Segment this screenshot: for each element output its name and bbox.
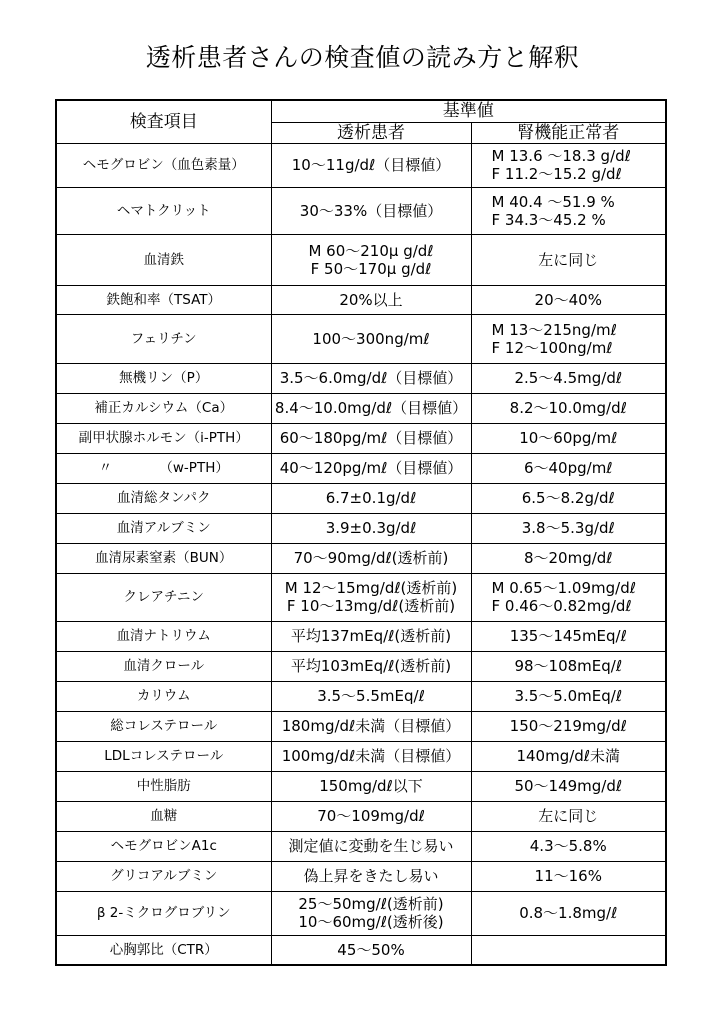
cell-normal xyxy=(471,651,666,681)
table-row xyxy=(56,651,666,681)
cell-normal xyxy=(471,891,666,935)
cell-normal-line: F 34.3～45.2 % xyxy=(491,210,606,229)
cell-normal-line: 4.3～5.8% xyxy=(529,837,607,856)
cell-normal-line: 2.5～4.5mg/dℓ xyxy=(514,369,623,388)
table-row xyxy=(56,831,666,861)
table-row xyxy=(56,935,666,965)
cell-normal xyxy=(471,483,666,513)
cell-normal xyxy=(471,573,666,621)
cell-dialysis xyxy=(271,483,471,513)
cell-dialysis xyxy=(271,681,471,711)
cell-normal xyxy=(471,234,666,285)
cell-item: 無機リン（P） xyxy=(56,363,271,393)
cell-normal-line: M 40.4 ～51.9 % xyxy=(491,192,615,211)
cell-dialysis-line: 180mg/dℓ未満（目標値） xyxy=(281,717,461,736)
table-row xyxy=(56,573,666,621)
cell-dialysis xyxy=(271,573,471,621)
cell-normal-line: 98～108mEq/ℓ xyxy=(514,657,623,676)
cell-dialysis-line: 6.7±0.1g/dℓ xyxy=(325,489,417,508)
cell-normal xyxy=(471,513,666,543)
cell-dialysis xyxy=(271,453,471,483)
cell-normal xyxy=(471,741,666,771)
cell-item: グリコアルブミン xyxy=(56,861,271,891)
table-row xyxy=(56,681,666,711)
table-row xyxy=(56,741,666,771)
cell-normal-line: 50～149mg/dℓ xyxy=(514,777,623,796)
cell-dialysis xyxy=(271,831,471,861)
cell-normal xyxy=(471,423,666,453)
cell-dialysis xyxy=(271,651,471,681)
cell-normal-line: M 0.65～1.09mg/dℓ xyxy=(491,579,636,598)
cell-dialysis xyxy=(271,621,471,651)
cell-item: 補正カルシウム（Ca） xyxy=(56,393,271,423)
cell-normal-line: 左に同じ xyxy=(538,250,599,269)
cell-normal-line: 140mg/dℓ未満 xyxy=(516,747,621,766)
cell-dialysis-line: 45～50% xyxy=(337,941,405,960)
cell-dialysis-line: 100mg/dℓ未満（目標値） xyxy=(281,747,461,766)
cell-item: 血清鉄 xyxy=(56,234,271,285)
cell-normal-line: 8～20mg/dℓ xyxy=(523,549,613,568)
cell-normal xyxy=(471,363,666,393)
cell-dialysis-line: 3.9±0.3g/dℓ xyxy=(325,519,417,538)
cell-normal-line: M 13～215ng/mℓ xyxy=(491,320,617,339)
cell-normal xyxy=(471,711,666,741)
cell-normal xyxy=(471,187,666,234)
cell-dialysis-line: M 60～210μ g/dℓ xyxy=(308,241,434,260)
lab-values-table xyxy=(55,99,667,966)
cell-item: ヘマトクリット xyxy=(56,187,271,234)
cell-dialysis xyxy=(271,891,471,935)
cell-dialysis xyxy=(271,393,471,423)
cell-dialysis-line: 70～109mg/dℓ xyxy=(317,807,425,826)
cell-normal-line: 10～60pg/mℓ xyxy=(519,429,618,448)
cell-item: クレアチニン xyxy=(56,573,271,621)
cell-dialysis xyxy=(271,143,471,187)
cell-dialysis xyxy=(271,285,471,314)
cell-normal xyxy=(471,543,666,573)
cell-item: 血清尿素窒素（BUN） xyxy=(56,543,271,573)
header-reference: 基準値 xyxy=(271,100,666,122)
header-item: 検査項目 xyxy=(56,100,271,143)
cell-dialysis-line: 60～180pg/mℓ（目標値） xyxy=(279,429,463,448)
cell-dialysis-line: M 12～15mg/dℓ(透析前) xyxy=(284,579,458,598)
cell-item: β 2-ミクログロブリン xyxy=(56,891,271,935)
cell-item: カリウム xyxy=(56,681,271,711)
cell-normal xyxy=(471,393,666,423)
cell-normal-line: 0.8～1.8mg/ℓ xyxy=(519,904,618,923)
cell-dialysis-line: 3.5～6.0mg/dℓ（目標値） xyxy=(279,369,463,388)
cell-dialysis xyxy=(271,861,471,891)
cell-normal-line: 150～219mg/dℓ xyxy=(509,717,627,736)
cell-dialysis xyxy=(271,935,471,965)
cell-normal xyxy=(471,621,666,651)
cell-dialysis xyxy=(271,234,471,285)
cell-dialysis xyxy=(271,363,471,393)
table-row xyxy=(56,513,666,543)
cell-normal xyxy=(471,861,666,891)
cell-dialysis-line: F 10～13mg/dℓ(透析前) xyxy=(286,597,456,616)
cell-normal-line: 6～40pg/mℓ xyxy=(523,459,613,478)
cell-item: 副甲状腺ホルモン（i-PTH） xyxy=(56,423,271,453)
table-row xyxy=(56,891,666,935)
cell-normal xyxy=(471,314,666,363)
cell-dialysis-line: 70～90mg/dℓ(透析前) xyxy=(293,549,449,568)
cell-normal-line: 20～40% xyxy=(534,290,602,309)
cell-normal xyxy=(471,801,666,831)
table-row xyxy=(56,801,666,831)
cell-dialysis xyxy=(271,423,471,453)
cell-dialysis-line: 平均103mEq/ℓ(透析前) xyxy=(290,657,452,676)
cell-normal-line: 135～145mEq/ℓ xyxy=(509,627,627,646)
cell-normal xyxy=(471,935,666,965)
cell-normal-line: 11～16% xyxy=(534,867,602,886)
cell-item: フェリチン xyxy=(56,314,271,363)
table-row xyxy=(56,363,666,393)
cell-dialysis-line: 40～120pg/mℓ（目標値） xyxy=(279,459,463,478)
cell-dialysis-line: 25～50mg/ℓ(透析前) xyxy=(298,895,444,914)
cell-normal-line: M 13.6 ～18.3 g/dℓ xyxy=(491,147,631,166)
table-row xyxy=(56,543,666,573)
table-row xyxy=(56,861,666,891)
cell-item: 鉄飽和率（TSAT） xyxy=(56,285,271,314)
cell-item: ヘモグロビン（血色素量） xyxy=(56,143,271,187)
page-title: 透析患者さんの検査値の読み方と解釈 xyxy=(145,43,580,72)
cell-dialysis-line: 100～300ng/mℓ xyxy=(312,329,430,348)
cell-dialysis-line: 偽上昇をきたし易い xyxy=(303,867,439,886)
cell-item: ヘモグロビンA1c xyxy=(56,831,271,861)
cell-normal-line: 6.5～8.2g/dℓ xyxy=(521,489,615,508)
table-row xyxy=(56,483,666,513)
cell-dialysis xyxy=(271,543,471,573)
cell-item: 血清クロール xyxy=(56,651,271,681)
table-row xyxy=(56,771,666,801)
table-row xyxy=(56,453,666,483)
cell-normal xyxy=(471,453,666,483)
cell-item: 総コレステロール xyxy=(56,711,271,741)
cell-dialysis xyxy=(271,711,471,741)
cell-dialysis xyxy=(271,314,471,363)
cell-normal xyxy=(471,771,666,801)
header-normal: 腎機能正常者 xyxy=(471,122,666,143)
cell-dialysis-line: 測定値に変動を生じ易い xyxy=(288,837,454,856)
table-row xyxy=(56,187,666,234)
table-row xyxy=(56,393,666,423)
cell-normal-line: F 0.46～0.82mg/dℓ xyxy=(491,597,632,616)
table-row xyxy=(56,711,666,741)
cell-item: 心胸郭比（CTR） xyxy=(56,935,271,965)
cell-normal xyxy=(471,831,666,861)
cell-dialysis-line: 3.5～5.5mEq/ℓ xyxy=(317,687,425,706)
cell-item: 〃 （w-PTH） xyxy=(56,453,271,483)
cell-dialysis-line: 8.4～10.0mg/dℓ（目標値） xyxy=(274,399,468,418)
cell-dialysis-line: 30～33%（目標値） xyxy=(299,201,443,220)
cell-item: 中性脂肪 xyxy=(56,771,271,801)
cell-item: LDLコレステロール xyxy=(56,741,271,771)
table-row xyxy=(56,285,666,314)
cell-normal-line: F 11.2～15.2 g/dℓ xyxy=(491,165,622,184)
cell-normal xyxy=(471,285,666,314)
cell-dialysis-line: F 50～170μ g/dℓ xyxy=(310,259,432,278)
cell-normal-line: 8.2～10.0mg/dℓ xyxy=(509,399,627,418)
cell-dialysis xyxy=(271,513,471,543)
cell-dialysis-line: 20%以上 xyxy=(339,290,403,309)
cell-normal-line: F 12～100ng/mℓ xyxy=(491,338,613,357)
cell-dialysis xyxy=(271,771,471,801)
cell-normal xyxy=(471,681,666,711)
cell-normal-line: 3.8～5.3g/dℓ xyxy=(521,519,615,538)
cell-dialysis-line: 150mg/dℓ以下 xyxy=(319,777,423,796)
cell-dialysis-line: 10～60mg/ℓ(透析後) xyxy=(298,913,444,932)
cell-dialysis xyxy=(271,187,471,234)
table-row xyxy=(56,143,666,187)
cell-dialysis xyxy=(271,741,471,771)
cell-item: 血清総タンパク xyxy=(56,483,271,513)
cell-item: 血清アルブミン xyxy=(56,513,271,543)
cell-normal-line: 左に同じ xyxy=(538,807,599,826)
cell-normal-line: 3.5～5.0mEq/ℓ xyxy=(514,687,623,706)
cell-item: 血清ナトリウム xyxy=(56,621,271,651)
table-row xyxy=(56,423,666,453)
table-row xyxy=(56,234,666,285)
cell-item: 血糖 xyxy=(56,801,271,831)
header-dialysis: 透析患者 xyxy=(271,122,471,143)
cell-normal xyxy=(471,143,666,187)
cell-dialysis-line: 平均137mEq/ℓ(透析前) xyxy=(290,627,452,646)
cell-dialysis-line: 10～11g/dℓ（目標値） xyxy=(291,156,451,175)
table-row xyxy=(56,314,666,363)
cell-dialysis xyxy=(271,801,471,831)
table-row xyxy=(56,621,666,651)
